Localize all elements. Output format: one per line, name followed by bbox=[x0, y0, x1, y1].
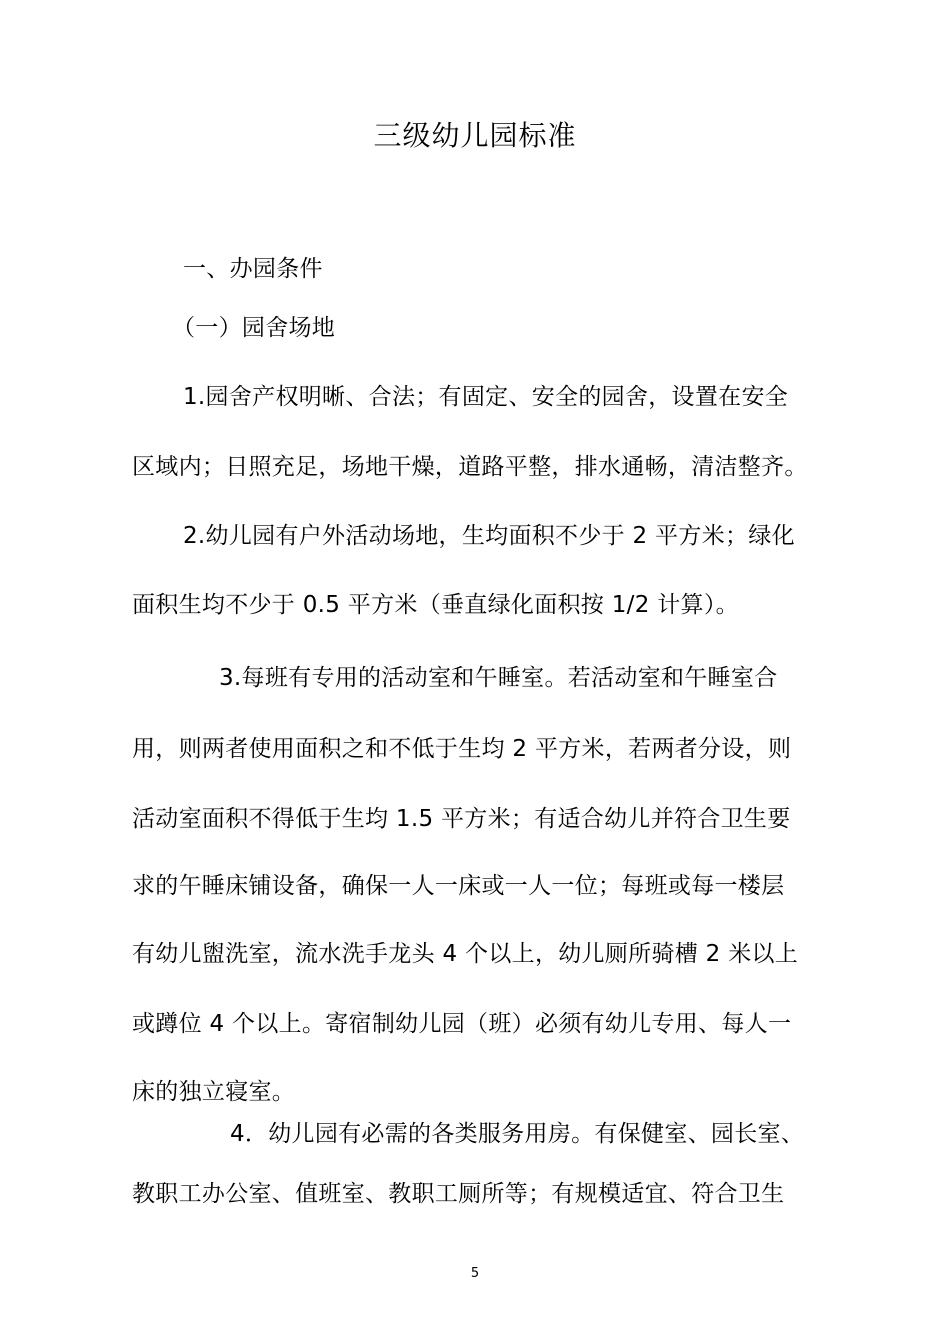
paragraph-line: 求的午睡床铺设备，确保一人一床或一人一位；每班或每一楼层 bbox=[132, 873, 785, 899]
paragraph-line: 1.园舍产权明晰、合法；有固定、安全的园舍，设置在安全 bbox=[183, 384, 789, 410]
paragraph-line: 3.每班有专用的活动室和午睡室。若活动室和午睡室合 bbox=[219, 665, 778, 691]
paragraph-line: 用，则两者使用面积之和不低于生均 2 平方米，若两者分设，则 bbox=[132, 736, 792, 762]
paragraph-line: 区域内；日照充足，场地干燥，道路平整，排水通畅，清洁整齐。 bbox=[132, 454, 808, 480]
section-heading: 一、办园条件 bbox=[183, 256, 323, 282]
paragraph-line: 教职工办公室、值班室、教职工厕所等；有规模适宜、符合卫生 bbox=[132, 1181, 785, 1207]
paragraph-line: 2.幼儿园有户外活动场地，生均面积不少于 2 平方米；绿化 bbox=[183, 523, 795, 549]
paragraph-line: 活动室面积不得低于生均 1.5 平方米；有适合幼儿并符合卫生要 bbox=[132, 806, 791, 832]
subsection-heading: （一）园舍场地 bbox=[172, 315, 336, 341]
page-number: 5 bbox=[470, 1266, 480, 1281]
paragraph-line: 有幼儿盥洗室，流水洗手龙头 4 个以上，幼儿厕所骑槽 2 米以上 bbox=[132, 941, 799, 967]
paragraph-line: 4．幼儿园有必需的各类服务用房。有保健室、园长室、 bbox=[230, 1121, 805, 1147]
paragraph-line: 面积生均不少于 0.5 平方米（垂直绿化面积按 1/2 计算）。 bbox=[132, 592, 739, 618]
paragraph-line: 或蹲位 4 个以上。寄宿制幼儿园（班）必须有幼儿专用、每人一 bbox=[132, 1011, 792, 1037]
paragraph-line: 床的独立寝室。 bbox=[132, 1079, 296, 1105]
document-title: 三级幼儿园标准 bbox=[373, 119, 577, 152]
